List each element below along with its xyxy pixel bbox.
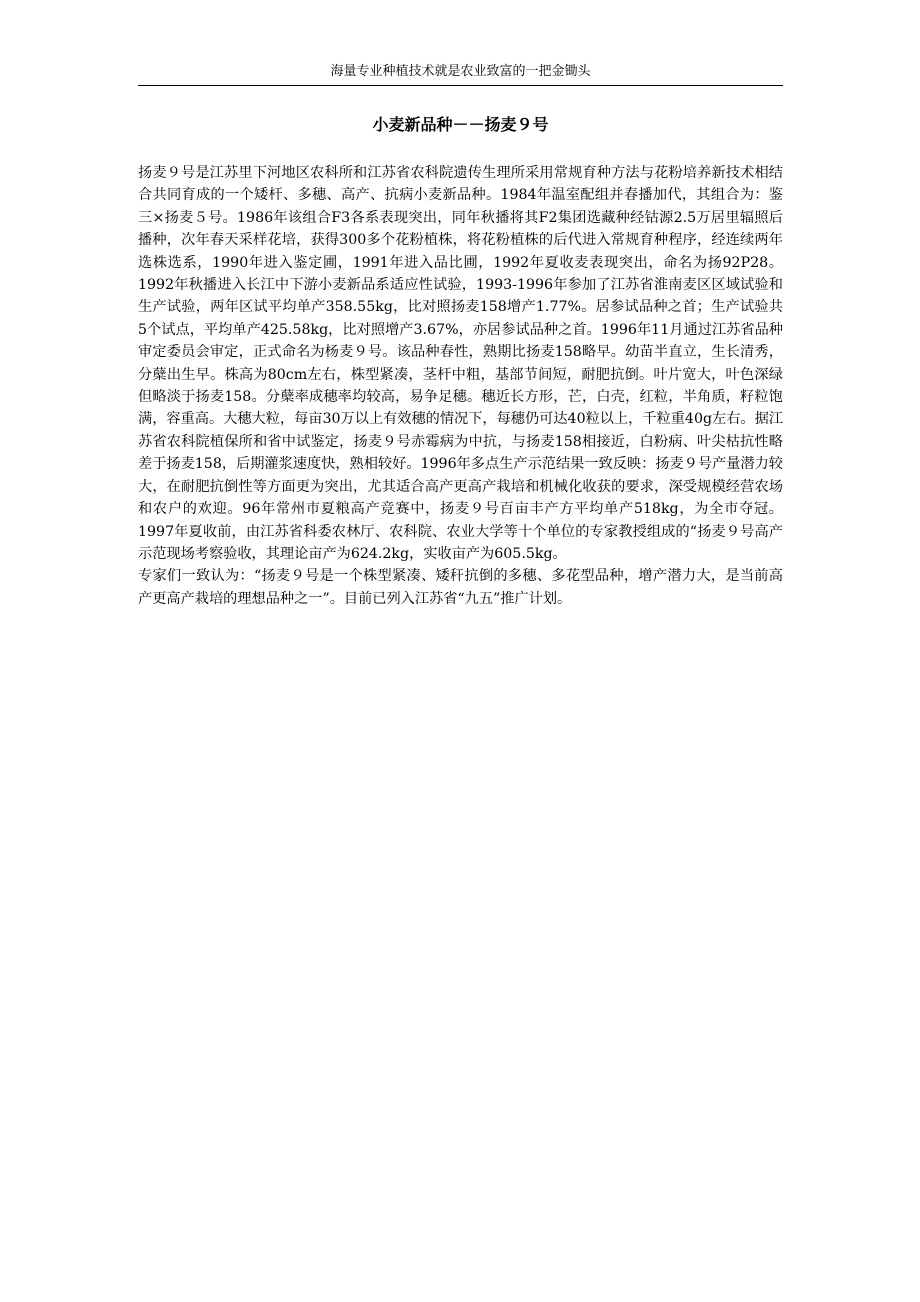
running-header: 海量专业种植技术就是农业致富的一把金锄头 [330, 64, 591, 79]
body-paragraph: 专家们一致认为：“扬麦９号是一个株型紧凑、矮秆抗倒的多穗、多花型品种，增产潜力大，是当前高产更高产栽培的理想品种之一”。目前已列入江苏省“九五”推广计划。 [138, 568, 783, 607]
header-divider [138, 85, 783, 86]
body-paragraph: 扬麦９号是江苏里下河地区农科所和江苏省农科院遗传生理所采用常规育种方法与花粉培养新技术相结合共同育成的一个矮杆、多穗、高产、抗病小麦新品种。1984年温室配组并春播加代，其组合为：鉴三×扬麦５号。1986年该组合F3各系表现突出，同年秋播将其F2集团选藏种经钴源2.5万居里辐照后播种，次年春天采样花培，获得300多个花粉植株，将花粉植株的后代进入常规育种程序，经连续两年选株选系，1990年进入鉴定圃，1991年进入品比圃，1992年夏收麦表现突出，命名为扬92P28。1992年秋播进入长江中下游小麦新品系适应性试验，1993-1996年参加了江苏省淮南麦区区域试验和生产试验，两年区试平均单产358.55kg，比对照扬麦158增产1.77%。居参试品种之首；生产试验共5个试点，平均单产425.58kg，比对照增产3.67%，亦居参试品种之首。1996年11月通过江苏省品种审定委员会审定，正式命名为杨麦９号。该品种春性，熟期比扬麦158略早。幼苗半直立，生长清秀，分蘖出生早。株高为80cm左右，株型紧凑，茎杆中粗，基部节间短，耐肥抗倒。叶片宽大，叶色深绿但略淡于扬麦158。分蘖率成穗率均较高，易争足穗。穗近长方形，芒，白壳，红粒，半角质，籽粒饱满，容重高。大穗大粒，每亩30万以上有效穗的情况下，每穗仍可达40粒以上，千粒重40g左右。据江苏省农科院植保所和省中试鉴定，扬麦９号赤霉病为中抗，与扬麦158相接近，白粉病、叶尖枯抗性略差于扬麦158，后期灌浆速度快，熟相较好。1996年多点生产示范结果一致反映：扬麦９号产量潜力较大，在耐肥抗倒性等方面更为突出，尤其适合高产更高产栽培和机械化收获的要求，深受规模经营农场和农户的欢迎。96年常州市夏粮高产竞赛中，扬麦９号百亩丰产方平均单产518kg，为全市夺冠。1997年夏收前，由江苏省科委农林厅、农科院、农业大学等十个单位的专家教授组成的“扬麦９号高产示范现场考察验收，其理论亩产为624.2kg，实收亩产为605.5kg。 [138, 165, 783, 562]
document-title: 小麦新品种－－扬麦９号 [372, 115, 549, 134]
document-body [138, 162, 783, 610]
